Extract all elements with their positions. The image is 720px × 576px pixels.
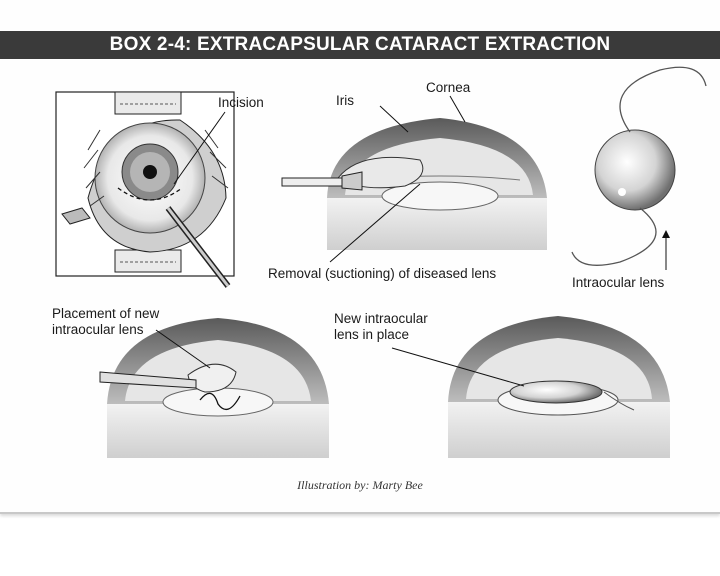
incision-label: Incision xyxy=(218,95,264,110)
cornea-label: Cornea xyxy=(426,80,471,95)
placement-caption-line2: intraocular lens xyxy=(52,322,144,337)
in-place-caption-line1: New intraocular xyxy=(334,311,428,326)
placement-caption-line1: Placement of new xyxy=(52,306,160,321)
in-place-caption-line2: lens in place xyxy=(334,327,410,342)
iol-caption: Intraocular lens xyxy=(572,275,665,290)
iris-label: Iris xyxy=(336,93,354,108)
cornea-pointer xyxy=(450,96,465,122)
removal-caption: Removal (suctioning) of diseased lens xyxy=(268,266,497,281)
iol-arrow-head xyxy=(662,230,670,238)
incision-eye-illustration xyxy=(56,92,234,286)
illustration-credit: Illustration by: Marty Bee xyxy=(297,478,423,492)
intraocular-lens-illustration xyxy=(572,67,706,265)
lens-in-place-illustration xyxy=(448,316,670,458)
box-title: BOX 2-4: EXTRACAPSULAR CATARACT EXTRACTION xyxy=(109,34,611,55)
placement-illustration xyxy=(100,318,329,458)
lens-removal-illustration xyxy=(282,118,547,250)
